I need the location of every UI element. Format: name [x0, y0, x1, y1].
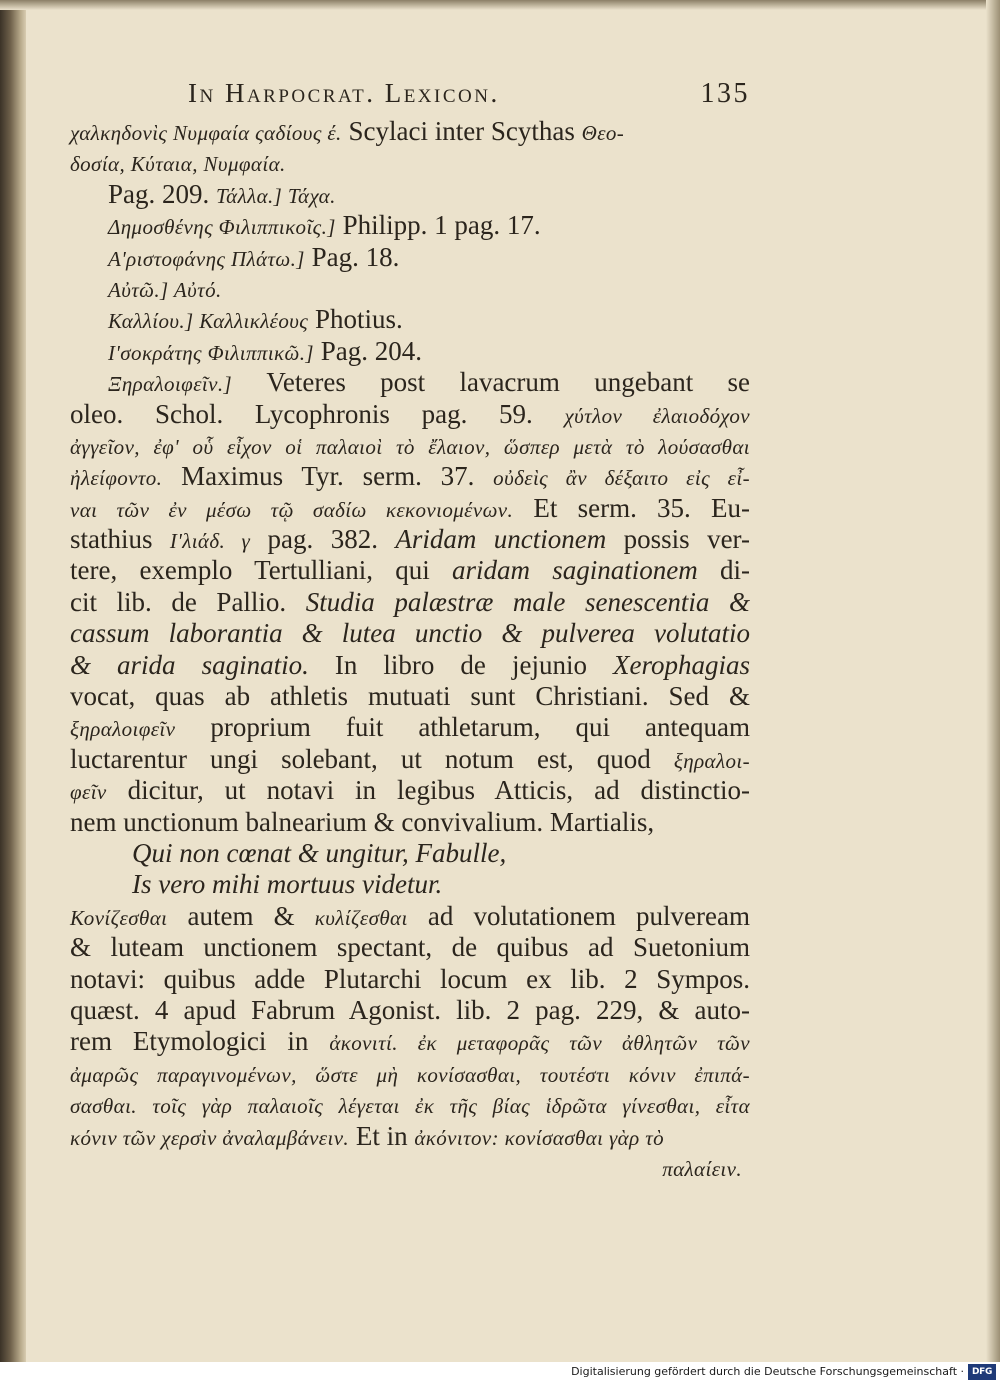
- latin-text: rem Etymologici in: [70, 1026, 330, 1057]
- italic-text: Aridam unctionem: [395, 524, 607, 555]
- greek-text: ἀκόνιτον: κονίσασθαι γὰρ τὸ: [414, 1125, 665, 1150]
- text-line: [70, 1089, 750, 1120]
- italic-text: cassum laborantia & lutea unctio & pulverea volutatio: [70, 618, 750, 649]
- text-line: [70, 304, 750, 335]
- greek-text: Δημοσθένης Φιλιππικοῖς.]: [108, 215, 336, 240]
- text-line: [70, 493, 750, 524]
- text-line: [70, 869, 750, 900]
- latin-text: stathius: [70, 524, 170, 555]
- greek-text: ξηραλοι-: [673, 748, 750, 773]
- text-line: [70, 681, 750, 712]
- latin-text: In libro de jejunio: [308, 649, 613, 680]
- latin-text: notavi: quibus adde Plutarchi locum ex lib. 2 Sympos.: [70, 963, 750, 994]
- latin-text: & luteam unctionem spectant, de quibus ad Suetonium: [70, 932, 750, 963]
- latin-text: luctarentur ungi solebant, ut notum est, quod: [70, 743, 674, 774]
- greek-text: δοσία, Κύταια, Νυμφαία.: [70, 152, 286, 177]
- greek-text: Ι'λιάδ. γ: [169, 529, 251, 554]
- book-spine-shadow: [0, 0, 26, 1362]
- latin-text: pag. 382.: [250, 524, 396, 555]
- latin-text: Pag. 18.: [304, 241, 400, 272]
- running-title: In Harpocrat. Lexicon.: [188, 78, 500, 108]
- latin-text: vocat, quas ab athletis mutuati sunt Christiani. Sed &: [70, 681, 750, 712]
- page-text-block: [70, 78, 750, 1183]
- greek-text: Ξηραλοιφεῖν.]: [108, 372, 233, 397]
- latin-text: Et serm. 35. Eu-: [513, 492, 750, 523]
- digitization-credit: Digitalisierung gefördert durch die Deutsche Forschungsgemeinschaft ·: [571, 1365, 964, 1378]
- latin-text: di-: [697, 555, 750, 586]
- greek-text: Αὐτῶ.] Αὐτό.: [108, 277, 222, 302]
- italic-text: Xerophagias: [612, 649, 750, 680]
- text-line: [70, 712, 750, 743]
- greek-text: Καλλίου.] Καλλικλέους: [108, 309, 309, 334]
- greek-text: ἀγγεῖον, ἐφ' οὗ εἶχον οἱ παλαιοὶ τὸ ἔλαιον, ὥσπερ μετὰ τὸ λούσασθαι: [70, 434, 750, 459]
- text-line: [70, 147, 750, 178]
- italic-text: Is vero mihi mortuus videtur.: [132, 869, 443, 900]
- text-line: [70, 524, 750, 555]
- text-line: [70, 807, 750, 838]
- page-top-edge: [0, 0, 1000, 10]
- text-line: [70, 116, 750, 147]
- greek-text: σασθαι. τοῖς γὰρ παλαιοῖς λέγεται ἐκ τῆς βίας ἱδρῶτα γίνεσθαι, εἶτα: [70, 1094, 750, 1119]
- greek-text: ναι τῶν ἐν μέσω τῷ σαδίω κεκονιομένων.: [70, 497, 514, 522]
- italic-text: Studia palæstræ male senescentia &: [305, 586, 750, 617]
- text-line: [70, 336, 750, 367]
- text-line: [70, 650, 750, 681]
- greek-text: παλαίειν.: [662, 1156, 742, 1181]
- latin-text: Philipp. 1 pag. 17.: [335, 210, 541, 241]
- text-line: [70, 901, 750, 932]
- italic-text: aridam saginationem: [452, 555, 698, 586]
- greek-text: Τάλλα.] Τάχα.: [216, 183, 336, 208]
- latin-text: nem unctionum balnearium & convivalium. Martialis,: [70, 806, 655, 837]
- latin-text: Pag. 209.: [108, 178, 216, 209]
- greek-text: κυλίζεσθαι: [314, 905, 408, 930]
- latin-text: proprium fuit athletarum, qui antequam: [175, 712, 750, 743]
- latin-text: possis ver-: [606, 524, 750, 555]
- latin-text: Scylaci inter Scythas: [341, 116, 582, 146]
- greek-text: φεῖν: [70, 780, 107, 805]
- greek-text: χαλκηδονὶς Νυμφαία ςαδίους έ.: [70, 121, 342, 145]
- text-line: [70, 587, 750, 618]
- text-line: [70, 1026, 750, 1057]
- latin-text: Et in: [349, 1120, 415, 1151]
- text-line: [70, 367, 750, 398]
- greek-text: ἀμαρῶς παραγινομένων, ὥστε μὴ κονίσασθαι, τουτέστι κόνιν ἐπιπά-: [70, 1062, 750, 1087]
- page-number: 135: [700, 78, 750, 109]
- text-line: [70, 964, 750, 995]
- greek-text: ἠλείφοντο.: [70, 466, 163, 491]
- greek-text: Ι'σοκράτης Φιλιππικῶ.]: [108, 340, 314, 365]
- text-line: [70, 932, 750, 963]
- text-line: [70, 555, 750, 586]
- text-line: [70, 210, 750, 241]
- text-line: [70, 995, 750, 1026]
- italic-text: Qui non cœnat & ungitur, Fabulle,: [132, 837, 507, 868]
- latin-text: tere, exemplo Tertulliani, qui: [70, 555, 452, 586]
- greek-text: κόνιν τῶν χερσὶν ἀναλαμβάνειν.: [70, 1125, 350, 1150]
- italic-text: & arida saginatio.: [70, 649, 309, 680]
- greek-text: Κονίζεσθαι: [70, 905, 168, 930]
- latin-text: ad volutationem pulveream: [407, 900, 750, 931]
- greek-text: ἀκονιτί. ἐκ μεταφορᾶς τῶν ἀθλητῶν τῶν: [329, 1031, 751, 1056]
- text-line: [70, 1058, 750, 1089]
- latin-text: Pag. 204.: [313, 335, 422, 366]
- latin-text: quæst. 4 apud Fabrum Agonist. lib. 2 pag. 229, & auto-: [70, 994, 750, 1025]
- greek-text: Θεο-: [581, 121, 625, 145]
- text-line: [70, 430, 750, 461]
- text-line: [70, 744, 750, 775]
- latin-text: autem &: [167, 900, 315, 931]
- greek-text: οὐδεὶς ἂν δέξαιτο εἰς εἶ-: [493, 466, 750, 491]
- latin-text: Veteres post lavacrum ungebant se: [232, 367, 750, 398]
- page-right-edge: [986, 0, 1000, 1362]
- latin-text: oleo. Schol. Lycophronis pag. 59.: [70, 398, 565, 429]
- latin-text: cit lib. de Pallio.: [70, 586, 306, 617]
- text-line: [70, 838, 750, 869]
- text-line: [70, 273, 750, 304]
- greek-text: Α'ριστοφάνης Πλάτω.]: [108, 246, 305, 271]
- latin-text: Photius.: [308, 304, 403, 335]
- text-lines: [70, 116, 750, 1183]
- text-line: [70, 618, 750, 649]
- greek-text: ξηραλοιφεῖν: [70, 717, 176, 742]
- dfg-logo: DFG: [968, 1364, 996, 1380]
- running-head: [70, 78, 750, 112]
- text-line: [70, 1152, 750, 1183]
- footer-bar: [0, 1362, 1000, 1383]
- greek-text: χύτλον ἐλαιοδόχον: [564, 403, 750, 428]
- latin-text: Maximus Tyr. serm. 37.: [162, 461, 494, 492]
- text-line: [70, 179, 750, 210]
- text-line: [70, 1121, 750, 1152]
- text-line: [70, 775, 750, 806]
- text-line: [70, 242, 750, 273]
- text-line: [70, 461, 750, 492]
- latin-text: dicitur, ut notavi in legibus Atticis, ad distinctio-: [106, 775, 750, 806]
- text-line: [70, 399, 750, 430]
